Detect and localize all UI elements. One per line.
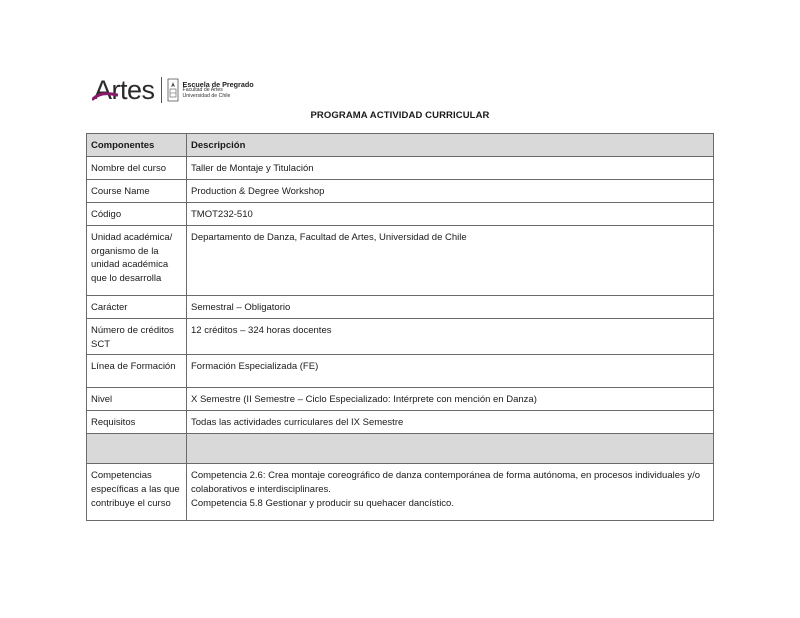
row-value: [187, 464, 714, 521]
table-row-requirements: [87, 411, 714, 434]
row-value: X Semestre (II Semestre – Ciclo Especializado: Intérprete con mención en Danza): [187, 388, 714, 411]
logo-word-text: Artes: [94, 74, 155, 105]
row-label: Requisitos: [87, 411, 187, 434]
table-row-level: [87, 388, 714, 411]
logo-separator: [161, 77, 162, 103]
row-label: Carácter: [87, 295, 187, 318]
logo-swoosh-icon: [92, 89, 118, 101]
logo-university-name: Universidad de Chile: [182, 92, 231, 99]
row-value: Semestral – Obligatorio: [187, 295, 714, 318]
logo-faculty-name: Facultad de Artes: [182, 87, 223, 94]
logo-wordmark: [94, 74, 155, 105]
table-row-training-line: [87, 355, 714, 388]
row-value: Formación Especializada (FE): [187, 355, 714, 388]
row-label: Nivel: [87, 388, 187, 411]
row-label: Código: [87, 202, 187, 225]
row-value: Taller de Montaje y Titulación: [187, 156, 714, 179]
row-label: Competencias específicas a las que contribuye el curso: [87, 464, 187, 521]
curriculum-table: [86, 133, 714, 521]
row-label: Nombre del curso: [87, 156, 187, 179]
row-value: [187, 434, 714, 464]
row-value: Production & Degree Workshop: [187, 179, 714, 202]
table-row-character: [87, 295, 714, 318]
row-value: 12 créditos – 324 horas docentes: [187, 318, 714, 355]
row-label: Línea de Formación: [87, 355, 187, 388]
row-label: [87, 434, 187, 464]
row-label: Número de créditos SCT: [87, 318, 187, 355]
university-seal-icon: [167, 78, 179, 102]
table-header-row: [87, 134, 714, 157]
competency-line: Competencia 5.8 Gestionar y producir su quehacer dancístico.: [191, 497, 454, 509]
logo-school-name: Escuela de Pregrado: [182, 79, 254, 89]
table-row-competencies: [87, 464, 714, 521]
row-label: Course Name: [87, 179, 187, 202]
table-row-course-name-en: [87, 179, 714, 202]
document-title: PROGRAMA ACTIVIDAD CURRICULAR: [310, 110, 490, 121]
competency-line: Competencia 2.6: Crea montaje coreográfico de danza contemporánea de forma autónoma, en procesos individuales y/o colaborativos e interdisciplinares.: [191, 470, 701, 496]
row-label: Unidad académica/ organismo de la unidad académica que lo desarrolla: [87, 225, 187, 295]
logo-text-block: [183, 81, 254, 99]
row-value: Departamento de Danza, Facultad de Artes, Universidad de Chile: [187, 225, 714, 295]
table-row-credits: [87, 318, 714, 355]
header-components: Componentes: [87, 134, 187, 157]
row-value: Todas las actividades curriculares del IX Semestre: [187, 411, 714, 434]
table-row-course-name: [87, 156, 714, 179]
table-row-separator: [87, 434, 714, 464]
header-description: Descripción: [187, 134, 714, 157]
table-row-academic-unit: [87, 225, 714, 295]
artes-logo: [94, 74, 254, 106]
table-row-code: [87, 202, 714, 225]
row-value: TMOT232-510: [187, 202, 714, 225]
